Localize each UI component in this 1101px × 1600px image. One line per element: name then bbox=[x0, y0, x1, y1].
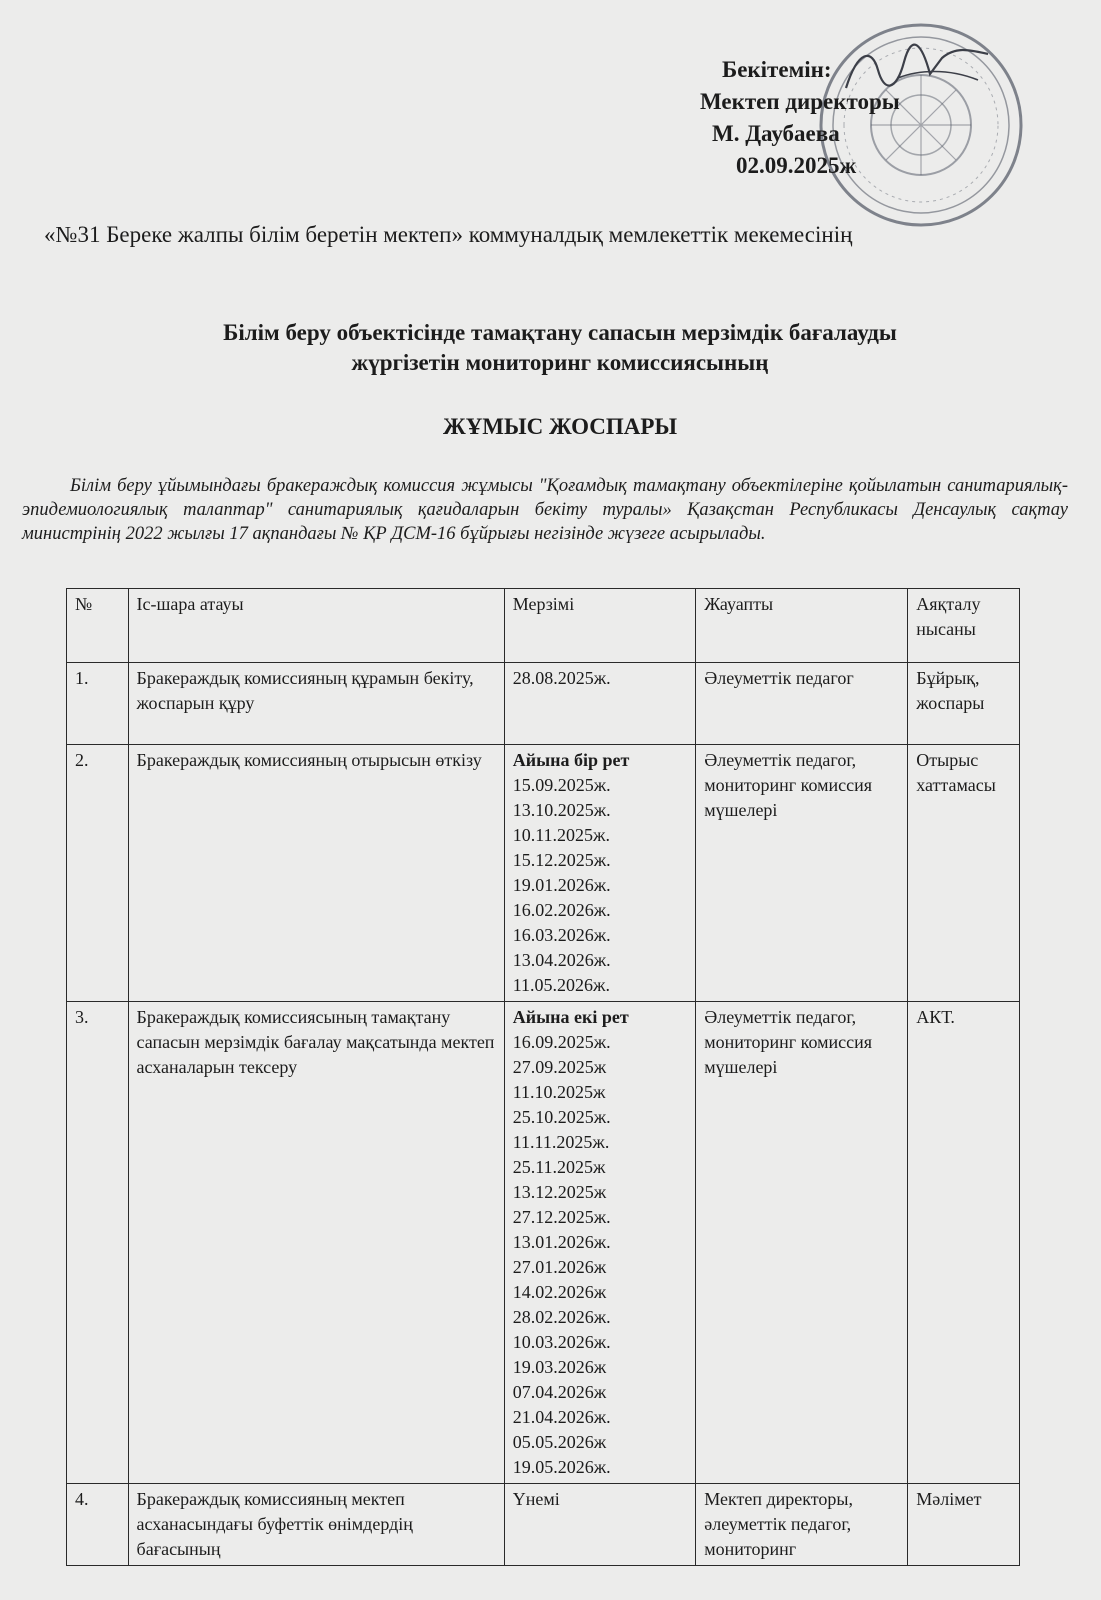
term-date: 25.10.2025ж. bbox=[512, 1107, 611, 1127]
term-date: 27.12.2025ж. bbox=[512, 1207, 611, 1227]
document-title-line2: жүргізетін мониторинг комиссиясының bbox=[351, 350, 769, 375]
term-date: 15.09.2025ж. bbox=[512, 775, 611, 795]
term-date: 10.03.2026ж. bbox=[512, 1332, 611, 1352]
term-date: 13.04.2026ж. bbox=[512, 950, 611, 970]
term-date: 14.02.2026ж bbox=[512, 1282, 607, 1302]
row-form: АКТ. bbox=[908, 1002, 1020, 1484]
row-name: Бракераждық комиссияның мектеп асханасындағы буфеттік өнімдердің бағасының bbox=[128, 1484, 504, 1566]
term-date: 21.04.2026ж. bbox=[512, 1407, 611, 1427]
row-responsible: Әлеуметтік педагог, мониторинг комиссия мүшелері bbox=[696, 1002, 908, 1484]
row-term bbox=[504, 1002, 696, 1484]
row-name: Бракераждық комиссияның отырысын өткізу bbox=[128, 745, 504, 1002]
term-date: 05.05.2026ж bbox=[512, 1432, 607, 1452]
row-name: Бракераждық комиссияның құрамын бекіту, жоспарын құру bbox=[128, 663, 504, 745]
term-date: 25.11.2025ж bbox=[512, 1157, 606, 1177]
term-date: 27.09.2025ж bbox=[512, 1057, 607, 1077]
row-term: Үнемі bbox=[504, 1484, 696, 1566]
term-date: 13.10.2025ж. bbox=[512, 800, 611, 820]
table-row bbox=[67, 663, 1020, 745]
term-frequency: Айына екі рет bbox=[512, 1007, 629, 1027]
approval-date: 02.09.2025ж bbox=[736, 153, 857, 178]
term-date: 11.10.2025ж bbox=[512, 1082, 606, 1102]
document-title-line1: Білім беру объектісінде тамақтану сапасын мерзімдік бағалауды bbox=[223, 320, 897, 345]
term-date: 28.02.2026ж. bbox=[512, 1307, 611, 1327]
term-date: 13.12.2025ж bbox=[512, 1182, 607, 1202]
term-date: 16.09.2025ж. bbox=[512, 1032, 611, 1052]
table-row bbox=[67, 1002, 1020, 1484]
row-form: Бұйрық, жоспары bbox=[908, 663, 1020, 745]
plan-heading: ЖҰМЫС ЖОСПАРЫ bbox=[442, 414, 678, 439]
term-date: 19.03.2026ж bbox=[512, 1357, 607, 1377]
term-date: 15.12.2025ж. bbox=[512, 850, 611, 870]
row-num: 2. bbox=[67, 745, 129, 1002]
term-date: 11.11.2025ж. bbox=[512, 1132, 610, 1152]
header-form: Аяқталу нысаны bbox=[908, 589, 1020, 663]
table-row bbox=[67, 745, 1020, 1002]
row-responsible: Мектеп директоры, әлеуметтік педагог, мониторинг bbox=[696, 1484, 908, 1566]
table-row bbox=[67, 1484, 1020, 1566]
approval-position: Мектеп директоры bbox=[700, 89, 900, 114]
row-term bbox=[504, 745, 696, 1002]
header-term: Мерзімі bbox=[504, 589, 696, 663]
term-date: 07.04.2026ж bbox=[512, 1382, 607, 1402]
row-num: 3. bbox=[67, 1002, 129, 1484]
term-dates bbox=[513, 773, 688, 998]
approval-signer: М. Даубаева bbox=[712, 121, 840, 146]
term-date: 19.05.2026ж. bbox=[512, 1457, 611, 1477]
term-frequency: Айына бір рет bbox=[512, 750, 630, 770]
term-date: 13.01.2026ж. bbox=[512, 1232, 611, 1252]
term-date: 11.05.2026ж. bbox=[512, 975, 610, 995]
term-date: 10.11.2025ж. bbox=[512, 825, 610, 845]
term-date: 19.01.2026ж. bbox=[512, 875, 611, 895]
table-header-row bbox=[67, 589, 1020, 663]
row-num: 4. bbox=[67, 1484, 129, 1566]
work-plan-table bbox=[66, 588, 1020, 1566]
row-responsible: Әлеуметтік педагог bbox=[696, 663, 908, 745]
row-term: 28.08.2025ж. bbox=[504, 663, 696, 745]
row-name: Бракераждық комиссиясының тамақтану сапасын мерзімдік бағалау мақсатында мектеп асханаларын тексеру bbox=[128, 1002, 504, 1484]
row-form: Мәлімет bbox=[908, 1484, 1020, 1566]
approval-label: Бекітемін: bbox=[722, 57, 832, 82]
row-num: 1. bbox=[67, 663, 129, 745]
term-date: 16.02.2026ж. bbox=[512, 900, 611, 920]
row-responsible: Әлеуметтік педагог, мониторинг комиссия мүшелері bbox=[696, 745, 908, 1002]
document-title bbox=[60, 318, 1060, 378]
organization-name: «№31 Береке жалпы білім беретін мектеп» коммуналдық мемлекеттік мекемесінің bbox=[44, 222, 853, 247]
intro-paragraph: Білім беру ұйымындағы бракераждық комиссия жұмысы "Қоғамдық тамақтану объектілеріне қойылатын санитариялық-эпидемиологиялық талаптар" санитариялық қағидаларын бекіту туралы» Қазақстан Республикасы Денсаулық сақтау министрінің 2022 жылғы 17 ақпандағы № ҚР ДСМ-16 бұйрығы негізінде жүзеге асырылады. bbox=[22, 476, 1068, 544]
term-date: 27.01.2026ж bbox=[512, 1257, 607, 1277]
header-name: Іс-шара атауы bbox=[128, 589, 504, 663]
term-dates bbox=[513, 1030, 688, 1480]
row-form: Отырыс хаттамасы bbox=[908, 745, 1020, 1002]
term-date: 16.03.2026ж. bbox=[512, 925, 611, 945]
header-num: № bbox=[67, 589, 129, 663]
approval-block bbox=[700, 54, 960, 182]
header-responsible: Жауапты bbox=[696, 589, 908, 663]
